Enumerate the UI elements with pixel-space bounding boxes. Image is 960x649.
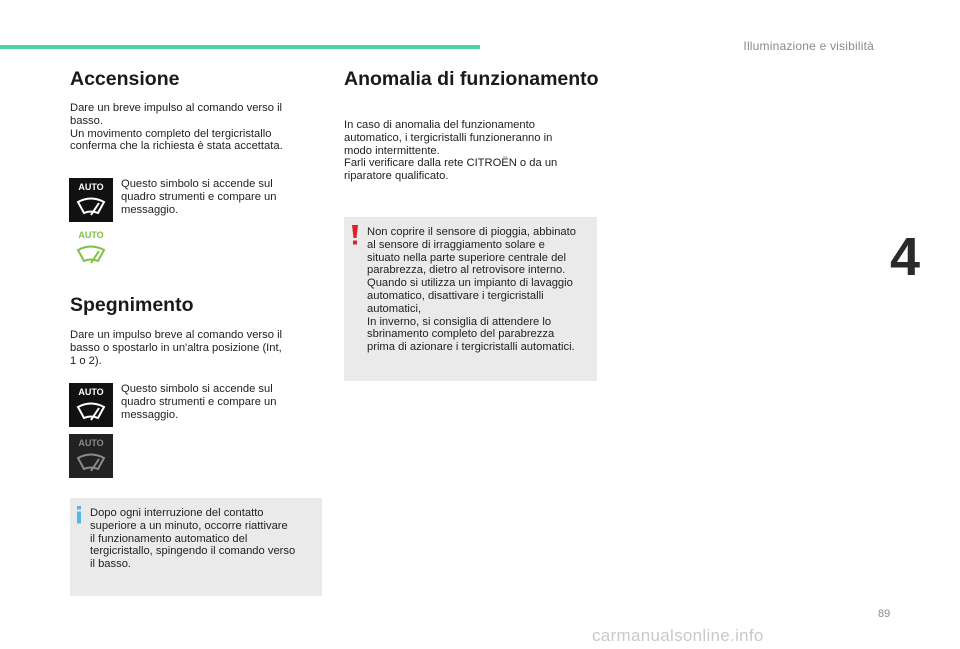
text-line: basso. xyxy=(70,114,103,127)
text-line: prima di azionare i tergicristalli automatici. xyxy=(367,341,575,354)
chapter-accent-bar xyxy=(0,45,480,49)
page-number: 89 xyxy=(878,608,891,620)
text-line: il basso. xyxy=(90,558,132,571)
text-line: al sensore di irraggiamento solare e xyxy=(367,238,545,251)
text-line: 1 o 2). xyxy=(70,354,102,367)
text-line: situato nella parte superiore centrale del xyxy=(367,251,567,264)
icon-label: AUTO xyxy=(78,387,104,397)
section-title-accensione: Accensione xyxy=(70,68,180,90)
chapter-number: 4 xyxy=(890,227,921,287)
text-line: parabrezza, dietro al retrovisore interno. xyxy=(367,264,566,277)
text-line: messaggio. xyxy=(121,408,179,421)
text-line: Farli verificare dalla rete CITROËN o da un xyxy=(344,157,558,170)
accensione-paragraph xyxy=(70,102,283,153)
icon-label: AUTO xyxy=(78,438,104,448)
auto-wiper-grey-icon xyxy=(69,434,113,478)
warning-note xyxy=(344,217,597,381)
icon-label: AUTO xyxy=(78,230,104,240)
text-line: quadro strumenti e compare un xyxy=(121,395,277,408)
text-line: conferma che la richiesta è stata accettata. xyxy=(70,140,283,153)
text-line: Questo simbolo si accende sul xyxy=(121,178,273,190)
text-line: automatico, i tergicristalli funzioneranno in xyxy=(344,131,553,144)
text-line: automatici, xyxy=(367,302,422,315)
text-line: Un movimento completo del tergicristallo xyxy=(70,127,272,140)
info-note xyxy=(70,498,322,596)
chapter-title: Illuminazione e visibilità xyxy=(743,39,874,53)
spegnimento-symbol-text xyxy=(121,383,276,421)
info-icon xyxy=(75,506,83,529)
warning-icon xyxy=(351,225,359,250)
warning-note-text xyxy=(367,226,576,354)
text-line: Non coprire il sensore di pioggia, abbinato xyxy=(367,226,576,238)
text-line: automatico, disattivare i tergicristalli xyxy=(367,289,544,302)
text-line: Quando si utilizza un impianto di lavaggio xyxy=(367,277,573,290)
text-line: sbrinamento completo del parabrezza xyxy=(367,328,555,341)
section-title-anomalia: Anomalia di funzionamento xyxy=(344,68,599,90)
info-note-text xyxy=(90,507,295,571)
accensione-symbol-text xyxy=(121,178,276,216)
auto-wiper-dark-icon xyxy=(69,178,113,222)
text-line: tergicristallo, spingendo il comando verso xyxy=(90,545,296,558)
text-line: modo intermittente. xyxy=(344,144,440,157)
auto-wiper-dark-icon xyxy=(69,383,113,427)
text-line: In inverno, si consiglia di attendere lo xyxy=(367,315,552,328)
text-line: Dare un breve impulso al comando verso il xyxy=(70,102,283,114)
auto-wiper-green-icon xyxy=(69,226,113,270)
text-line: il funzionamento automatico del xyxy=(90,532,248,545)
anomalia-paragraph xyxy=(344,119,557,183)
text-line: messaggio. xyxy=(121,203,179,216)
text-line: quadro strumenti e compare un xyxy=(121,190,277,203)
text-line: basso o spostarlo in un'altra posizione (Int, xyxy=(70,341,282,354)
text-line: superiore a un minuto, occorre riattivare xyxy=(90,519,288,532)
watermark: carmanualsonline.info xyxy=(592,626,764,645)
icon-label: AUTO xyxy=(78,182,104,192)
text-line: Questo simbolo si accende sul xyxy=(121,383,273,395)
spegnimento-paragraph xyxy=(70,329,282,367)
text-line: Dopo ogni interruzione del contatto xyxy=(90,507,264,519)
text-line: Dare un impulso breve al comando verso il xyxy=(70,329,283,341)
section-title-spegnimento: Spegnimento xyxy=(70,294,194,316)
text-line: riparatore qualificato. xyxy=(344,170,449,183)
text-line: In caso di anomalia del funzionamento xyxy=(344,119,535,131)
